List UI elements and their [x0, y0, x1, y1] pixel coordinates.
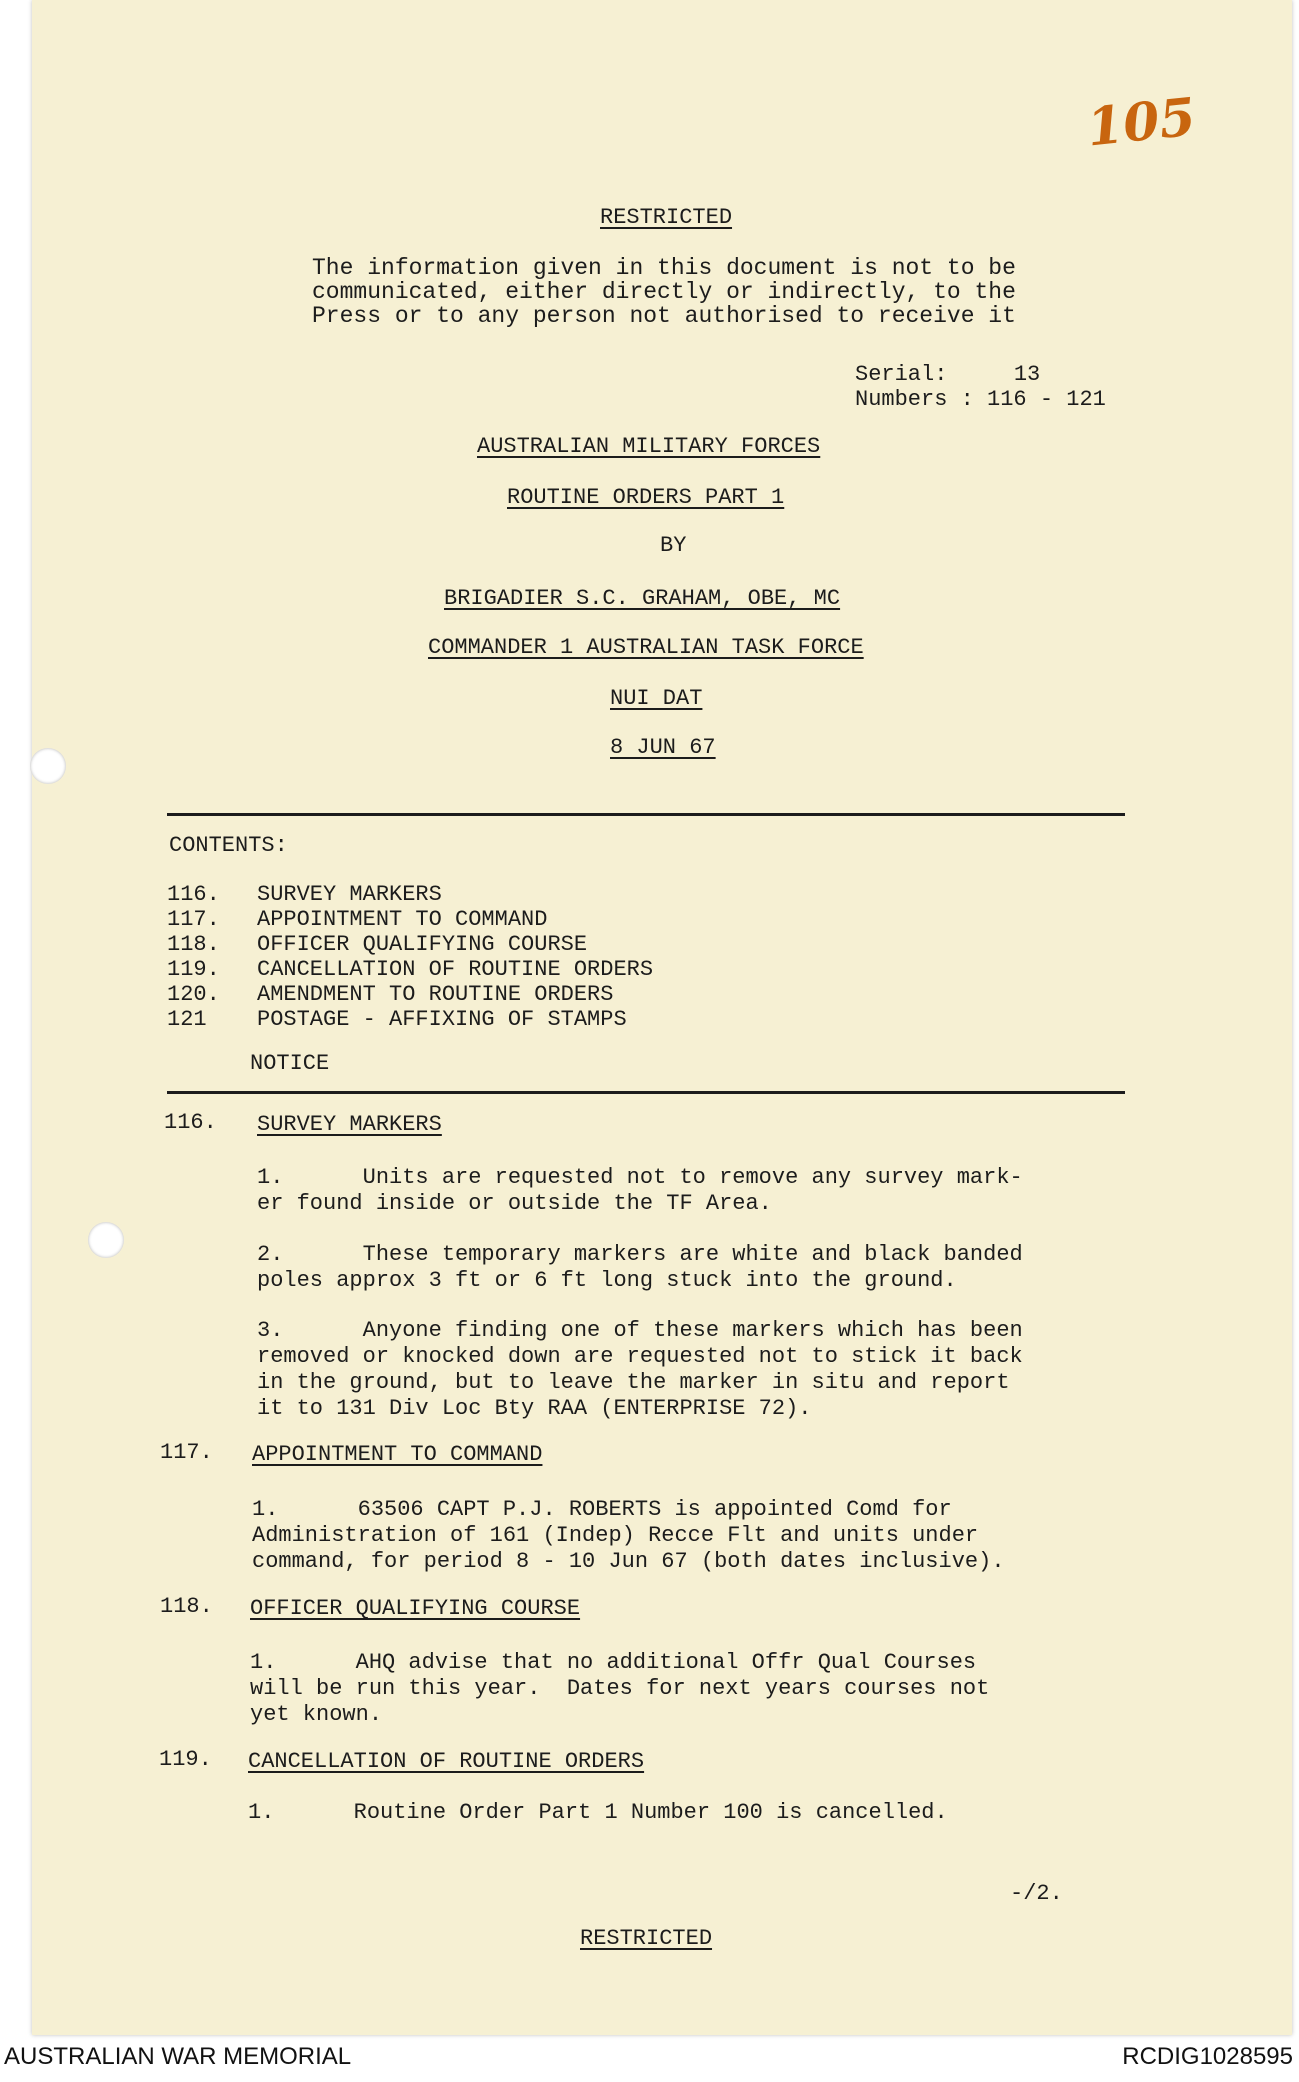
- handwritten-page-number: 105: [1084, 86, 1199, 159]
- contents-item-number: 119.: [167, 957, 220, 982]
- title-line-4: BRIGADIER S.C. GRAHAM, OBE, MC: [444, 586, 841, 611]
- contents-notice: NOTICE: [250, 1051, 330, 1076]
- section-119-heading: CANCELLATION OF ROUTINE ORDERS: [248, 1749, 645, 1774]
- contents-label: CONTENTS:: [169, 833, 288, 858]
- contents-item-title: AMENDMENT TO ROUTINE ORDERS: [257, 982, 614, 1007]
- contents-item-title: POSTAGE - AFFIXING OF STAMPS: [257, 1007, 627, 1032]
- section-116-paragraph-3: 3. Anyone finding one of these markers which has been removed or knocked down are requested not to stick it back in the ground, but to leave the marker in situ and report it to 131 Div Loc Bty RAA (ENTERPRISE 72).: [257, 1318, 1023, 1421]
- contents-item: [167, 932, 653, 957]
- contents-list: [167, 882, 653, 1032]
- numbers-value: 116 - 121: [987, 387, 1106, 412]
- contents-item-title: OFFICER QUALIFYING COURSE: [257, 932, 588, 957]
- serial-value: 13: [1013, 362, 1041, 387]
- title-line-6: NUI DAT: [610, 686, 703, 711]
- section-116-paragraph-2: 2. These temporary markers are white and black banded poles approx 3 ft or 6 ft long stuck into the ground.: [257, 1242, 1023, 1293]
- contents-item-title: CANCELLATION OF ROUTINE ORDERS: [257, 957, 654, 982]
- footer-left: AUSTRALIAN WAR MEMORIAL: [4, 2043, 352, 2070]
- section-117-heading: APPOINTMENT TO COMMAND: [252, 1442, 543, 1467]
- numbers-label: Numbers :: [855, 387, 974, 412]
- section-117-number: 117.: [160, 1440, 213, 1465]
- section-119-paragraph-1: 1. Routine Order Part 1 Number 100 is cancelled.: [248, 1800, 948, 1825]
- title-line-1: AUSTRALIAN MILITARY FORCES: [477, 434, 821, 459]
- title-line-5: COMMANDER 1 AUSTRALIAN TASK FORCE: [428, 635, 864, 660]
- section-117-paragraph-1: 1. 63506 CAPT P.J. ROBERTS is appointed Comd for Administration of 161 (Indep) Recce Flt and units under command, for period 8 - 10 Jun 67 (both dates inclusive).: [252, 1497, 1005, 1574]
- security-notice-line: Press or to any person not authorised to receive it: [312, 303, 1016, 329]
- contents-item-number: 117.: [167, 907, 220, 932]
- contents-item: [167, 982, 653, 1007]
- title-line-2: ROUTINE ORDERS PART 1: [507, 485, 785, 510]
- security-notice: [312, 256, 1016, 328]
- restricted-bottom: RESTRICTED: [580, 1926, 713, 1951]
- contents-item: [167, 907, 653, 932]
- punch-hole: [30, 748, 66, 784]
- contents-item-number: 116.: [167, 882, 220, 907]
- divider-bottom: [167, 1091, 1125, 1094]
- security-notice-line: communicated, either directly or indirectly, to the: [312, 279, 1016, 305]
- contents-item-number: 120.: [167, 982, 220, 1007]
- serial-label: Serial:: [855, 362, 948, 387]
- section-119-number: 119.: [159, 1747, 212, 1772]
- section-118-heading: OFFICER QUALIFYING COURSE: [250, 1596, 581, 1621]
- contents-item: [167, 882, 653, 907]
- section-116-number: 116.: [164, 1110, 217, 1135]
- divider-top: [167, 813, 1125, 816]
- contents-item-title: SURVEY MARKERS: [257, 882, 442, 907]
- document-page: [32, 0, 1292, 2035]
- numbers-row: [855, 387, 1106, 413]
- serial-row: [855, 362, 1040, 388]
- continuation-marker: -/2.: [1010, 1881, 1063, 1906]
- contents-item-number: 121: [167, 1007, 207, 1032]
- title-line-7: 8 JUN 67: [610, 735, 716, 760]
- contents-item: [167, 1007, 653, 1032]
- footer-right: RCDIG1028595: [1122, 2043, 1293, 2070]
- section-118-paragraph-1: 1. AHQ advise that no additional Offr Qual Courses will be run this year. Dates for next years courses not yet known.: [250, 1650, 990, 1727]
- section-118-number: 118.: [160, 1594, 213, 1619]
- title-line-3: BY: [660, 533, 687, 558]
- contents-item-number: 118.: [167, 932, 220, 957]
- restricted-top: RESTRICTED: [600, 205, 733, 230]
- contents-item-title: APPOINTMENT TO COMMAND: [257, 907, 548, 932]
- section-116-heading: SURVEY MARKERS: [257, 1112, 442, 1137]
- punch-hole: [88, 1222, 124, 1258]
- contents-item: [167, 957, 653, 982]
- section-116-paragraph-1: 1. Units are requested not to remove any survey mark- er found inside or outside the TF Area.: [257, 1165, 1023, 1216]
- security-notice-line: The information given in this document is not to be: [312, 255, 1016, 281]
